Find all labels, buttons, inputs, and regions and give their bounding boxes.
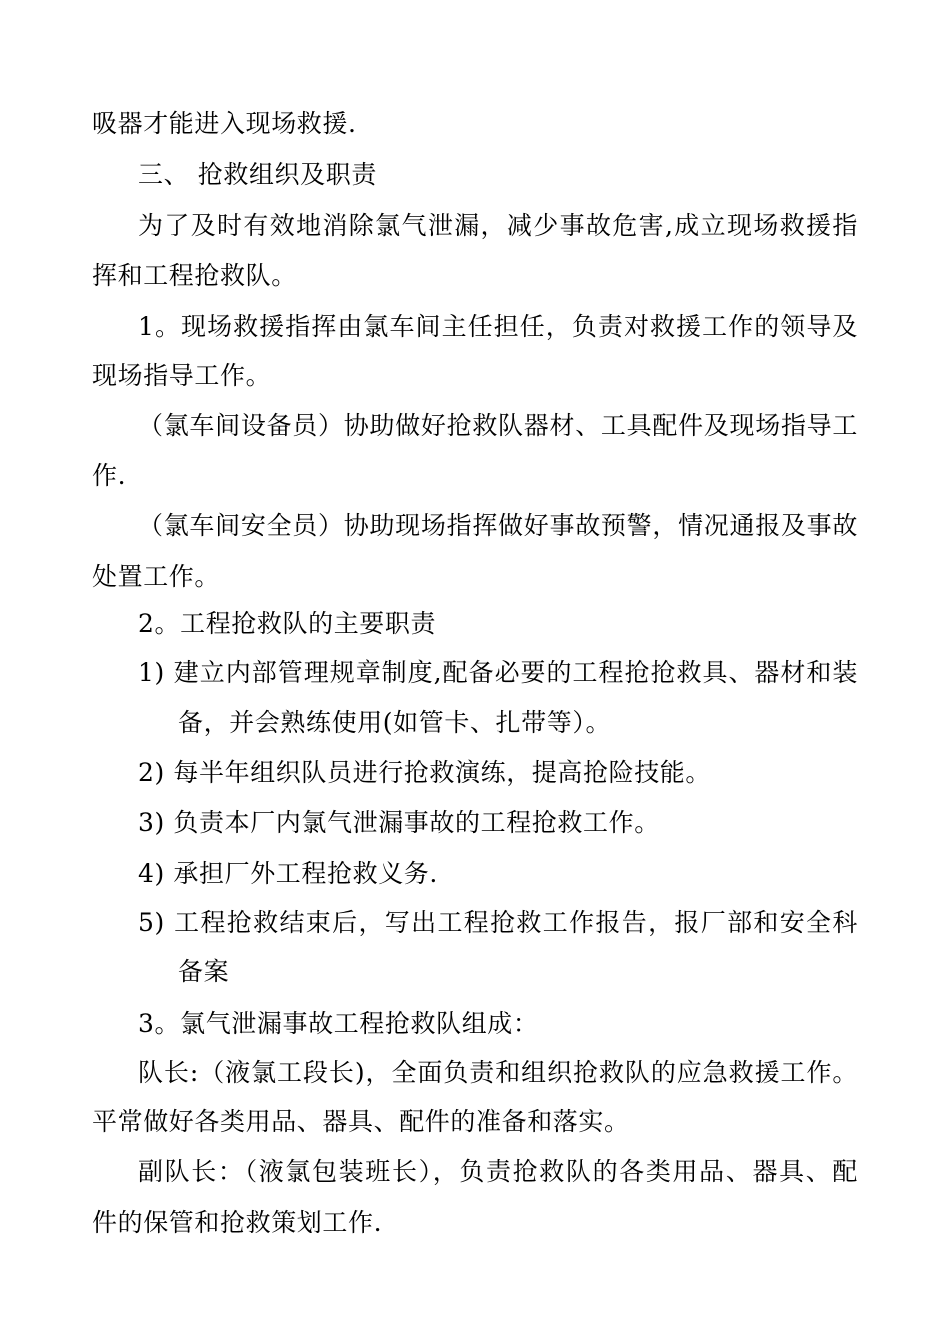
list-item-continuation: 备，并会熟练使用(如管卡、扎带等）。 <box>178 708 612 737</box>
subsection-heading: 3。氯气泄漏事故工程抢救队组成： <box>138 1009 539 1038</box>
text-line: 为了及时有效地消除氯气泄漏，减少事故危害,成立现场救援指 <box>138 211 858 240</box>
text-line: 处置工作。 <box>92 562 221 591</box>
list-item-continuation: 备案 <box>178 957 230 986</box>
text-line: 1。现场救援指挥由氯车间主任担任，负责对救援工作的领导及 <box>138 312 858 341</box>
list-item: 5) 工程抢救结束后，写出工程抢救工作报告，报厂部和安全科 <box>138 908 858 937</box>
text-line: 件的保管和抢救策划工作. <box>92 1208 383 1237</box>
text-line: 副队长：（液氯包装班长），负责抢救队的各类用品、器具、配 <box>138 1157 858 1186</box>
text-line: （氯车间设备员）协助做好抢救队器材、工具配件及现场指导工 <box>138 411 858 440</box>
subsection-heading: 2。工程抢救队的主要职责 <box>138 609 437 638</box>
text-line: 吸器才能进入现场救援. <box>92 109 357 138</box>
text-line: 现场指导工作。 <box>92 361 272 390</box>
text-line: 平常做好各类用品、器具、配件的准备和落实。 <box>92 1107 630 1136</box>
list-item: 3) 负责本厂内氯气泄漏事故的工程抢救工作。 <box>138 808 660 837</box>
list-item: 4) 承担厂外工程抢救义务. <box>138 859 438 888</box>
list-item: 1) 建立内部管理规章制度,配备必要的工程抢抢救具、器材和装 <box>138 658 858 687</box>
text-line: 挥和工程抢救队。 <box>92 261 297 290</box>
text-line: 作. <box>92 461 127 490</box>
text-line: （氯车间安全员）协助现场指挥做好事故预警，情况通报及事故 <box>138 511 858 540</box>
list-item: 2) 每半年组织队员进行抢救演练，提高抢险技能。 <box>138 758 712 787</box>
text-line: 队长:（液氯工段长)，全面负责和组织抢救队的应急救援工作。 <box>138 1058 858 1087</box>
section-heading: 三、 抢救组织及职责 <box>138 160 377 189</box>
